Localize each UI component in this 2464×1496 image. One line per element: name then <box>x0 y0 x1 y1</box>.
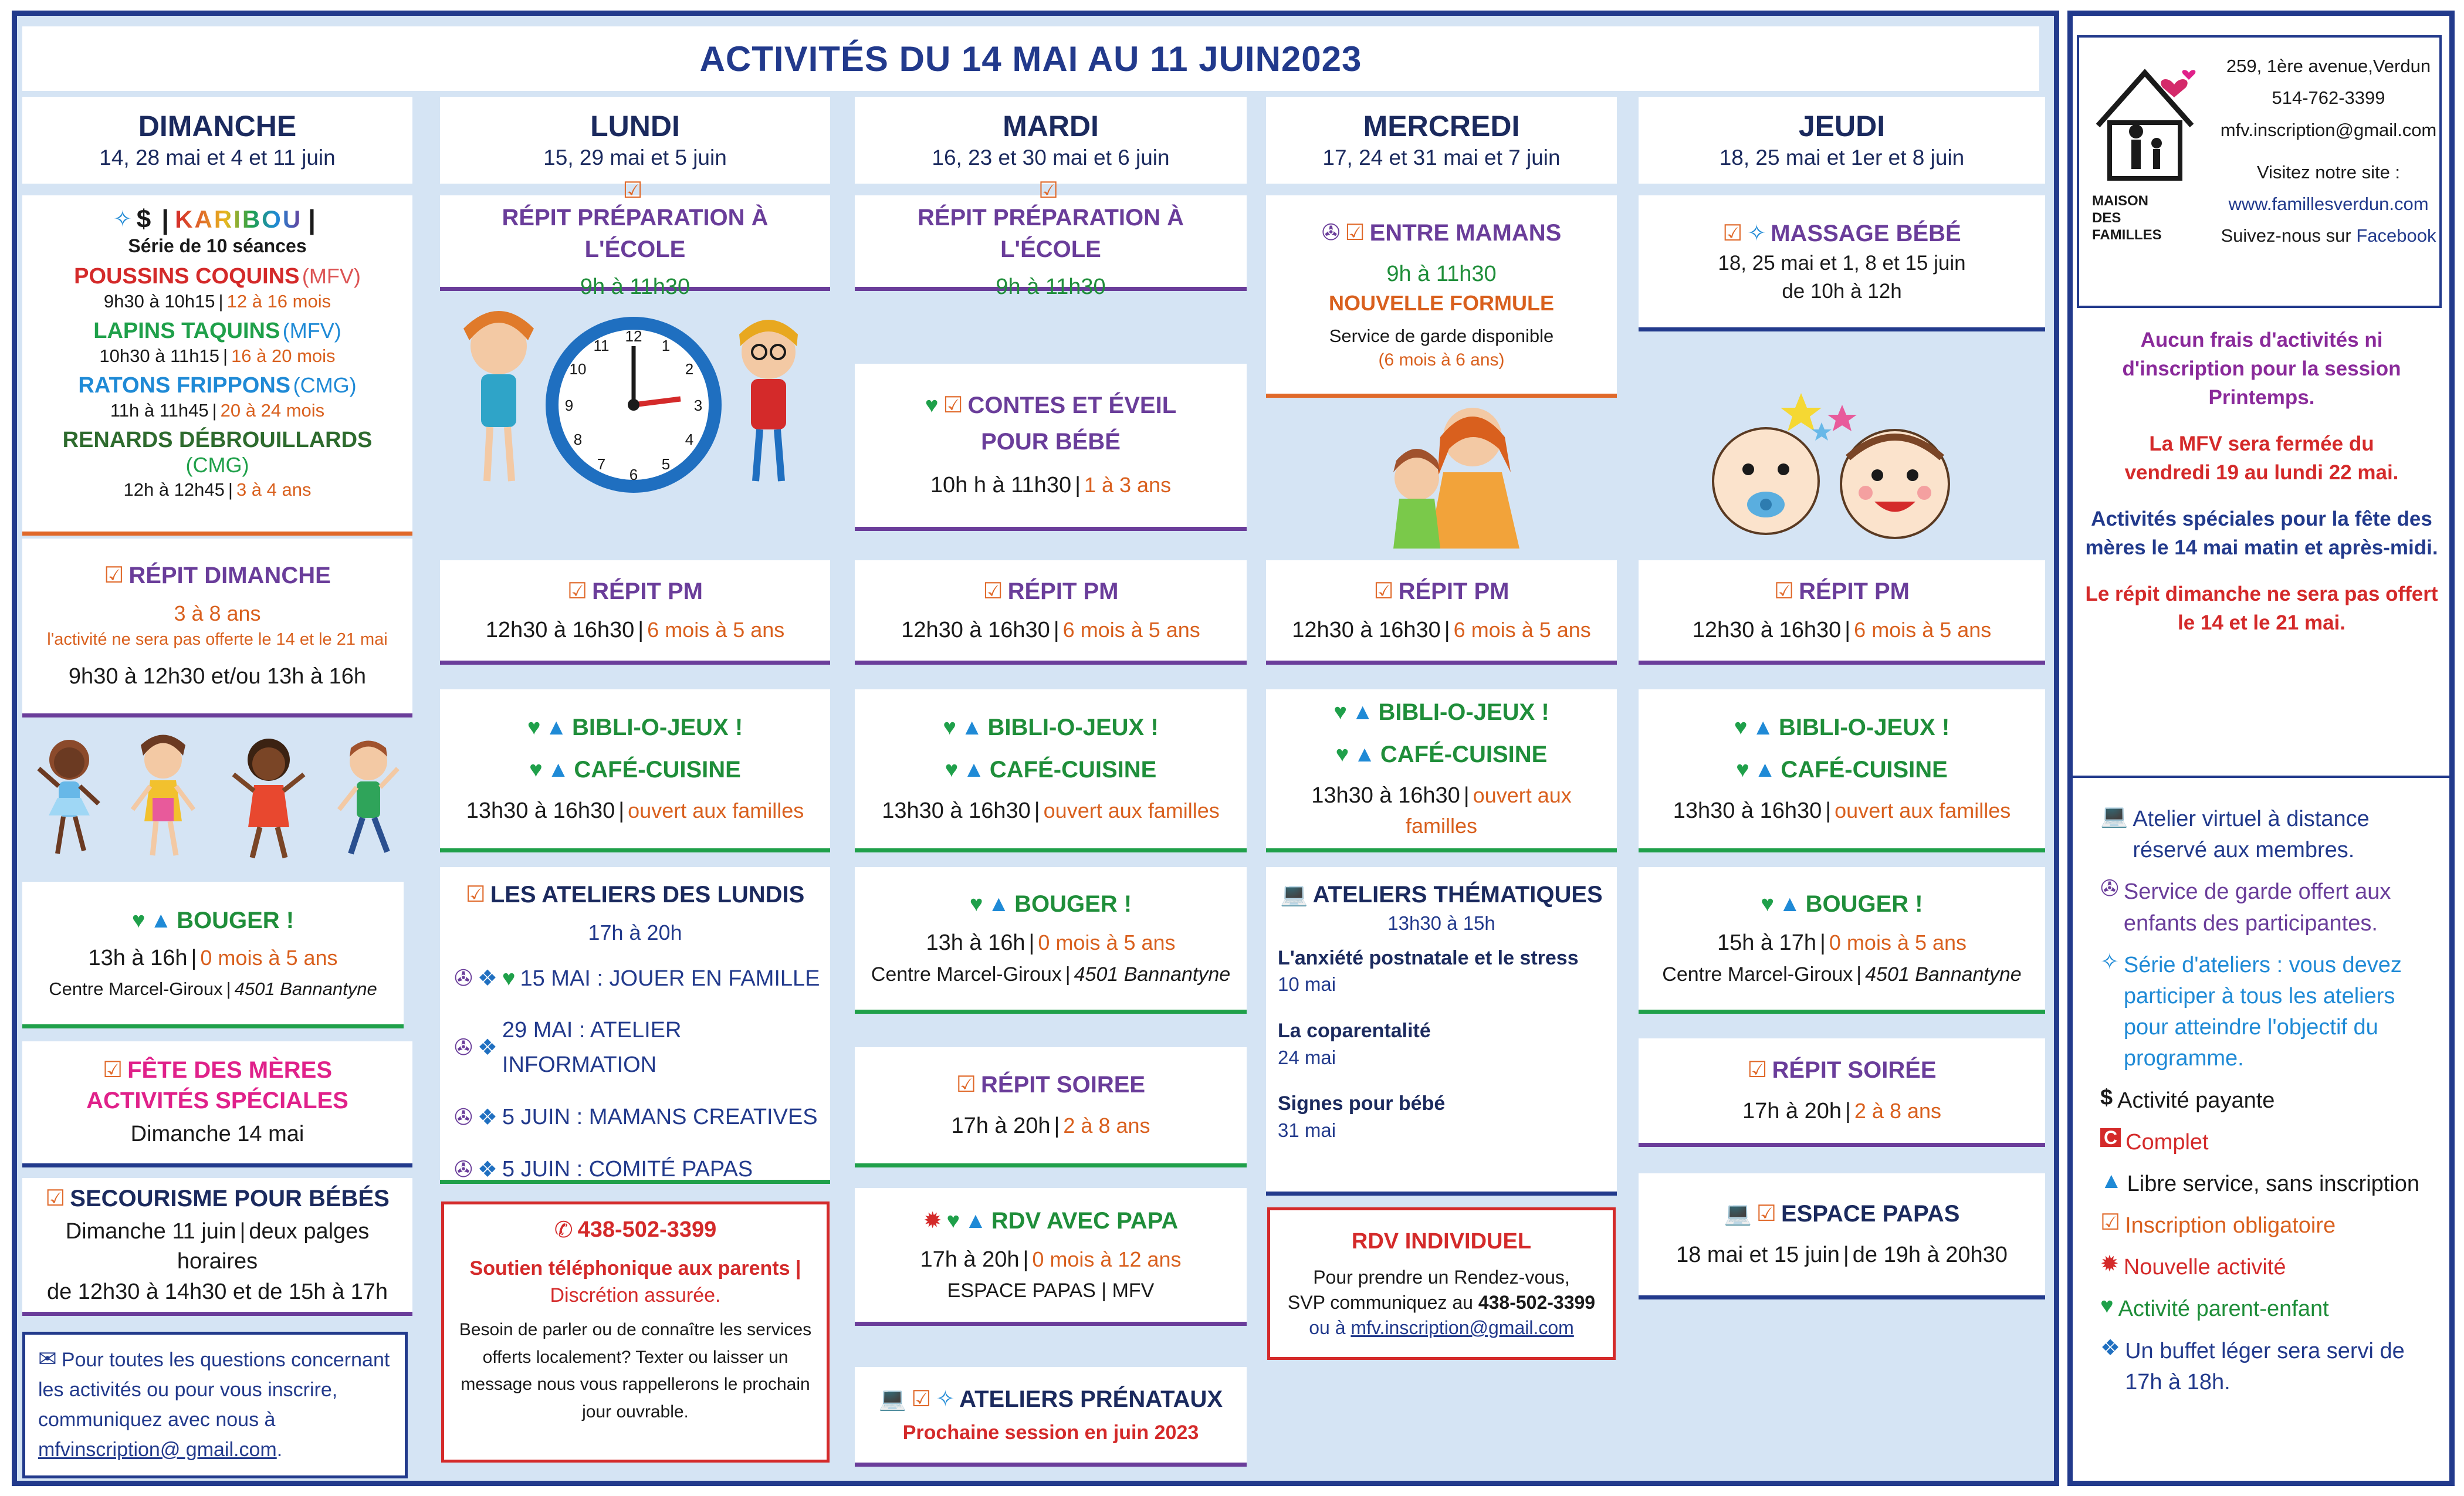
bibli-thursday-card[interactable]: ♥ ▲ BIBLI-O-JEUX ! ♥ ▲ CAFÉ-CUISINE 13h30 à 16h30 | ouvert aux familles <box>1639 689 2045 852</box>
svg-text:11: 11 <box>593 337 610 354</box>
checkbox-icon: ☑ <box>983 578 1003 604</box>
bouger-tuesday-card[interactable]: ♥ ▲ BOUGER ! 13h à 16h | 0 mois à 5 ans Centre Marcel-Giroux | 4501 Bannantyne <box>855 867 1247 1014</box>
legend-item: 💻 Atelier virtuel à distance réservé aux membres. <box>2100 804 2370 863</box>
notice-repit: Le répit dimanche ne sera pas offert le 14 et le 21 mai. <box>2085 583 2438 634</box>
repit-soiree-tuesday-card[interactable]: ☑ RÉPIT SOIREE 17h à 20h | 2 à 8 ans <box>855 1047 1247 1167</box>
diamonds-icon: ❖ <box>477 1105 497 1130</box>
karibou-group-3: RATONS FRIPPONS (CMG) 11h à 11h45 | 20 à 24 mois <box>78 373 357 421</box>
sparkle-icon: ✧ <box>1747 221 1766 246</box>
legend-item: ❖ Un buffet léger sera servi de 17h à 18h. <box>2100 1335 2405 1395</box>
checkbox-icon: ☑ <box>622 178 643 204</box>
checkbox-icon: ☑ <box>943 393 963 418</box>
repit-soiree-thursday-card[interactable]: ☑ RÉPIT SOIRÉE 17h à 20h | 2 à 8 ans <box>1639 1038 2045 1147</box>
checkbox-icon: ☑ <box>1756 1201 1776 1227</box>
triangle-icon: ▲ <box>1752 715 1775 740</box>
fete-des-meres-card[interactable]: ☑ FÊTE DES MÈRES ACTIVITÉS SPÉCIALES Dimanche 14 mai <box>22 1041 412 1167</box>
svg-text:7: 7 <box>597 455 606 473</box>
triangle-icon: ▲ <box>2100 1168 2123 1193</box>
bibli-tuesday-card[interactable]: ♥ ▲ BIBLI-O-JEUX ! ♥ ▲ CAFÉ-CUISINE 13h30 à 16h30 | ouvert aux familles <box>855 689 1247 852</box>
triangle-icon: ▲ <box>545 715 568 740</box>
day-header-monday: LUNDI 15, 29 mai et 5 juin <box>440 97 830 184</box>
laptop-icon: 💻 <box>1280 882 1308 907</box>
babies-illustration <box>1695 381 1977 540</box>
logo: MAISON DES FAMILLES <box>2086 61 2204 219</box>
heart-icon: ♥ <box>925 393 939 418</box>
heart-icon: ♥ <box>1333 700 1347 725</box>
notice-special: Activités spéciales pour la fête des mères le 14 mai matin et après-midi. <box>2085 507 2438 559</box>
laptop-icon: 💻 <box>2100 804 2128 828</box>
repit-pm-monday-card[interactable]: ☑ RÉPIT PM 12h30 à 16h30 | 6 mois à 5 ans <box>440 560 830 665</box>
checkbox-icon: ☑ <box>1747 1058 1768 1083</box>
heart-icon: ♥ <box>527 715 541 740</box>
heart-icon: ♥ <box>1736 757 1749 782</box>
rdv-individuel-card[interactable]: RDV INDIVIDUEL Pour prendre un Rendez-vous, SVP communiquez au 438-502-3399 ou à mfv.inscription@gmail.com <box>1267 1207 1616 1360</box>
heart-icon: ♥ <box>529 757 543 782</box>
contes-card[interactable]: ♥ ☑ CONTES ET ÉVEIL POUR BÉBÉ 10h h à 11h30 | 1 à 3 ans <box>855 364 1247 531</box>
laptop-icon: 💻 <box>1724 1201 1752 1227</box>
heart-icon: ♥ <box>131 908 145 933</box>
legend-item: ♥ Activité parent-enfant <box>2100 1294 2329 1322</box>
legend-item: ☑ Inscription obligatoire <box>2100 1210 2336 1238</box>
checkbox-icon: ☑ <box>465 882 486 907</box>
mail-icon: ✉ <box>38 1347 57 1372</box>
triangle-icon: ▲ <box>964 1209 987 1234</box>
phone-support-card[interactable]: ✆ 438-502-3399 Soutien téléphonique aux parents | Discrétion assurée. Besoin de parler ou de connaître les services offerts localement? Texter ou laisser un message nous vous rappellerons le prochain jour ouvrable. <box>441 1201 830 1463</box>
svg-text:1: 1 <box>661 337 671 354</box>
day-header-sunday: DIMANCHE 14, 28 mai et 4 et 11 juin <box>22 97 412 184</box>
svg-text:6: 6 <box>629 466 638 483</box>
sidebar-divider <box>2073 776 2449 778</box>
atelier-item[interactable]: ✇ ❖ ♥ 15 MAI : JOUER EN FAMILLE <box>454 966 820 991</box>
repit-dimanche-card[interactable]: ☑ RÉPIT DIMANCHE 3 à 8 ans l'activité ne sera pas offerte le 14 et le 21 mai 9h30 à 12h30 et/ou 13h à 16h <box>22 539 412 717</box>
heart-icon: ♥ <box>969 891 983 916</box>
rdv-email-link[interactable]: mfv.inscription@gmail.com <box>1351 1317 1574 1339</box>
heart-icon: ♥ <box>1335 742 1349 767</box>
ateliers-lundis-card[interactable]: ☑ LES ATELIERS DES LUNDIS 17h à 20h ✇ ❖ ♥ 15 MAI : JOUER EN FAMILLE ✇ ❖ 29 MAI : ATELIER INFORMATION ✇ ❖ 5 JUIN : MAMANS CREATIVES ✇ ❖ 5 JUIN : COMITÉ PAPAS <box>440 867 830 1184</box>
triangle-icon: ▲ <box>963 757 985 782</box>
repit-pm-wednesday-card[interactable]: ☑ RÉPIT PM 12h30 à 16h30 | 6 mois à 5 ans <box>1266 560 1617 665</box>
babysitting-icon: ✇ <box>1321 220 1341 245</box>
svg-text:4: 4 <box>685 431 694 448</box>
diamonds-icon: ❖ <box>477 966 497 991</box>
phone-icon: ✆ <box>554 1217 573 1243</box>
atelier-item[interactable]: ✇ ❖ 5 JUIN : MAMANS CREATIVES <box>454 1105 818 1130</box>
rdv-papa-card[interactable]: ✹ ♥ ▲ RDV AVEC PAPA 17h à 20h | 0 mois à 12 ans ESPACE PAPAS | MFV <box>855 1188 1247 1326</box>
triangle-icon: ▲ <box>960 715 983 740</box>
dollar-icon: $ <box>136 205 151 233</box>
checkbox-icon: ☑ <box>1373 578 1394 604</box>
triangle-icon: ▲ <box>150 908 172 933</box>
legend-item: C Complet <box>2100 1127 2441 1158</box>
karibou-group-2: LAPINS TAQUINS (MFV) 10h30 à 11h15 | 16 à 20 mois <box>93 318 341 366</box>
heart-icon: ♥ <box>1761 891 1774 916</box>
contact-card: ✉ Pour toutes les questions concernant les activités ou pour vous inscrire, communiquez avec nous à mfvinscription@ gmail.com. <box>22 1332 408 1478</box>
atelier-item[interactable]: ✇ ❖ 5 JUIN : COMITÉ PAPAS <box>454 1157 753 1182</box>
legend-item: ✇ Service de garde offert aux enfants des participantes. <box>2100 876 2391 936</box>
complet-icon: C <box>2100 1128 2121 1147</box>
triangle-icon: ▲ <box>1754 757 1776 782</box>
karibou-group-1: POUSSINS COQUINS (MFV) 9h30 à 10h15 | 12 à 16 mois <box>74 264 361 312</box>
svg-text:5: 5 <box>661 455 671 473</box>
checkbox-icon: ☑ <box>956 1072 976 1098</box>
day-header-wednesday: MERCREDI 17, 24 et 31 mai et 7 juin <box>1266 97 1617 184</box>
heart-icon: ♥ <box>502 966 516 991</box>
checkbox-icon: ☑ <box>1345 220 1365 245</box>
ateliers-thematiques-card[interactable]: 💻 ATELIERS THÉMATIQUES 13h30 à 15h L'anxiété postnatale et le stress 10 mai La coparentalité 24 mai Signes pour bébé 31 mai <box>1266 867 1617 1196</box>
diamonds-icon: ❖ <box>477 1157 497 1182</box>
karibou-logo: KARIBOU <box>175 205 303 233</box>
repit-ecole-monday-card[interactable]: ☑ RÉPIT PRÉPARATION À L'ÉCOLE 9h à 11h30 <box>440 195 830 291</box>
kid-figure <box>39 740 99 854</box>
triangle-icon: ▲ <box>547 757 570 782</box>
heart-icon: ♥ <box>945 757 959 782</box>
karibou-card[interactable]: ✧ $ | KARIBOU | Série de 10 séances POUSSINS COQUINS (MFV) 9h30 à 10h15 | 12 à 16 mois LAPINS TAQUINS (MFV) 10h30 à 11h15 | 16 à 20 mois RATONS FRIPPONS (CMG) 11h à 11h45 | 20 à 24 mois RENARDS DÉBROUILLARDS (CMG) 12h à 12h45 | 3 à 4 ans <box>22 195 412 536</box>
repit-pm-thursday-card[interactable]: ☑ RÉPIT PM 12h30 à 16h30 | 6 mois à 5 ans <box>1639 560 2045 665</box>
legend <box>2100 804 2441 1409</box>
notice-free: Aucun frais d'activités ni d'inscription pour la session Printemps. <box>2122 329 2401 409</box>
checkbox-icon: ☑ <box>1038 178 1059 204</box>
massage-bebe-card[interactable]: ☑ ✧ MASSAGE BÉBÉ 18, 25 mai et 1, 8 et 15 juin de 10h à 12h <box>1639 195 2045 331</box>
laptop-icon: 💻 <box>878 1386 907 1412</box>
sparkle-icon: ✧ <box>113 207 132 232</box>
svg-text:10: 10 <box>569 360 587 378</box>
svg-text:8: 8 <box>573 431 583 448</box>
heart-icon: ♥ <box>943 715 956 740</box>
repit-ecole-tuesday-card[interactable]: ☑ RÉPIT PRÉPARATION À L'ÉCOLE 9h à 11h30 <box>855 195 1247 291</box>
checkbox-icon: ☑ <box>102 1058 123 1083</box>
diamonds-icon: ❖ <box>477 1035 497 1061</box>
babysitting-icon: ✇ <box>454 1035 473 1061</box>
babysitting-icon: ✇ <box>454 1157 473 1182</box>
bibli-wednesday-card[interactable]: ♥ ▲ BIBLI-O-JEUX ! ♥ ▲ CAFÉ-CUISINE 13h30 à 16h30 | ouvert aux familles <box>1266 689 1617 852</box>
triangle-icon: ▲ <box>1778 891 1801 916</box>
organization-info-box: MAISON DES FAMILLES 259, 1ère avenue,Verdun 514-762-3399 mfv.inscription@gmail.com Visitez notre site : www.famillesverdun.com Suivez-nous sur Facebook <box>2077 35 2442 308</box>
triangle-icon: ▲ <box>1353 742 1376 767</box>
checkbox-icon: ☑ <box>567 578 588 604</box>
bouger-thursday-card[interactable]: ♥ ▲ BOUGER ! 15h à 17h | 0 mois à 5 ans Centre Marcel-Giroux | 4501 Bannantyne <box>1639 867 2045 1014</box>
page-title: ACTIVITÉS DU 14 MAI AU 11 JUIN2023 <box>22 26 2039 91</box>
mother-child-illustration <box>1373 402 1537 554</box>
day-header-thursday: JEUDI 18, 25 mai et 1er et 8 juin <box>1639 97 2045 184</box>
legend-item: $ Activité payante <box>2100 1085 2275 1113</box>
atelier-item[interactable]: ✇ ❖ 29 MAI : ATELIER INFORMATION <box>454 1018 682 1078</box>
legend-item: ✹ Nouvelle activité <box>2100 1252 2286 1280</box>
triangle-icon: ▲ <box>1351 700 1374 725</box>
kid-figure <box>339 741 398 854</box>
checkbox-icon: ☑ <box>104 563 124 588</box>
day-header-tuesday: MARDI 16, 23 et 30 mai et 6 juin <box>855 97 1247 184</box>
entre-mamans-card[interactable]: ✇ ☑ ENTRE MAMANS 9h à 11h30 NOUVELLE FORMULE Service de garde disponible (6 mois à 6 ans) <box>1266 195 1617 398</box>
secourisme-card[interactable]: ☑ SECOURISME POUR BÉBÉS Dimanche 11 juin | deux palges horaires de 12h30 à 14h30 et de 15h à 17h <box>22 1178 412 1316</box>
sidebar-email-link[interactable]: mfv.inscription@gmail.com <box>2220 119 2437 140</box>
burst-icon: ✹ <box>923 1209 942 1234</box>
babysitting-icon: ✇ <box>2100 876 2119 902</box>
svg-text:3: 3 <box>693 397 703 414</box>
kids-clock-illustration <box>458 305 810 505</box>
legend-item: ▲ Libre service, sans inscription <box>2100 1168 2420 1196</box>
checkbox-icon: ☑ <box>911 1386 932 1412</box>
bouger-sunday-card[interactable]: ♥ ▲ BOUGER ! 13h à 16h | 0 mois à 5 ans Centre Marcel-Giroux | 4501 Bannantyne <box>22 882 404 1028</box>
legend-item: ✧ Série d'ateliers : vous devez participer à tous les ateliers pour atteindre l'objectif du programme. <box>2100 949 2402 1071</box>
espace-papas-card[interactable]: 💻 ☑ ESPACE PAPAS 18 mai et 15 juin | de 19h à 20h30 <box>1639 1173 2045 1299</box>
thematique-item[interactable]: L'anxiété postnatale et le stress 10 mai <box>1278 946 1579 996</box>
website-link[interactable]: www.famillesverdun.com <box>2228 194 2429 214</box>
contact-email-link[interactable]: mfvinscription@ gmail.com <box>38 1439 277 1461</box>
babysitting-icon: ✇ <box>454 1105 473 1130</box>
thematique-item[interactable]: La coparentalité 24 mai <box>1278 1019 1431 1068</box>
checkbox-icon: ☑ <box>1774 578 1795 604</box>
facebook-link[interactable]: Facebook <box>2356 225 2436 246</box>
svg-text:9: 9 <box>564 397 574 414</box>
checkbox-icon: ☑ <box>1722 221 1743 246</box>
kid-figure <box>233 739 304 858</box>
dancing-kids-illustration <box>22 727 412 868</box>
checkbox-icon: ☑ <box>2100 1210 2121 1236</box>
svg-text:2: 2 <box>685 360 694 378</box>
heart-icon: ♥ <box>1734 715 1748 740</box>
dollar-icon: $ <box>2100 1085 2113 1110</box>
babysitting-icon: ✇ <box>454 966 473 991</box>
triangle-icon: ▲ <box>987 891 1010 916</box>
kid-figure <box>133 735 194 856</box>
ateliers-prenataux-card[interactable]: 💻 ☑ ✧ ATELIERS PRÉNATAUX Prochaine session en juin 2023 <box>855 1367 1247 1467</box>
sparkle-icon: ✧ <box>936 1386 955 1412</box>
svg-text:12: 12 <box>625 327 642 345</box>
heart-icon: ♥ <box>946 1209 960 1234</box>
burst-icon: ✹ <box>2100 1252 2119 1277</box>
thematique-item[interactable]: Signes pour bébé 31 mai <box>1278 1092 1446 1142</box>
repit-pm-tuesday-card[interactable]: ☑ RÉPIT PM 12h30 à 16h30 | 6 mois à 5 ans <box>855 560 1247 665</box>
diamonds-icon: ❖ <box>2100 1335 2121 1360</box>
notice-closed: La MFV sera fermée du vendredi 19 au lundi 22 mai. <box>2124 432 2399 484</box>
notices <box>2080 326 2443 637</box>
bibli-monday-card[interactable]: ♥ ▲ BIBLI-O-JEUX ! ♥ ▲ CAFÉ-CUISINE 13h30 à 16h30 | ouvert aux familles <box>440 689 830 852</box>
heart-icon: ♥ <box>2100 1294 2114 1319</box>
checkbox-icon: ☑ <box>45 1186 66 1211</box>
sparkle-icon: ✧ <box>2100 949 2119 974</box>
karibou-group-4: RENARDS DÉBROUILLARDS (CMG) 12h à 12h45 | 3 à 4 ans <box>62 427 373 500</box>
